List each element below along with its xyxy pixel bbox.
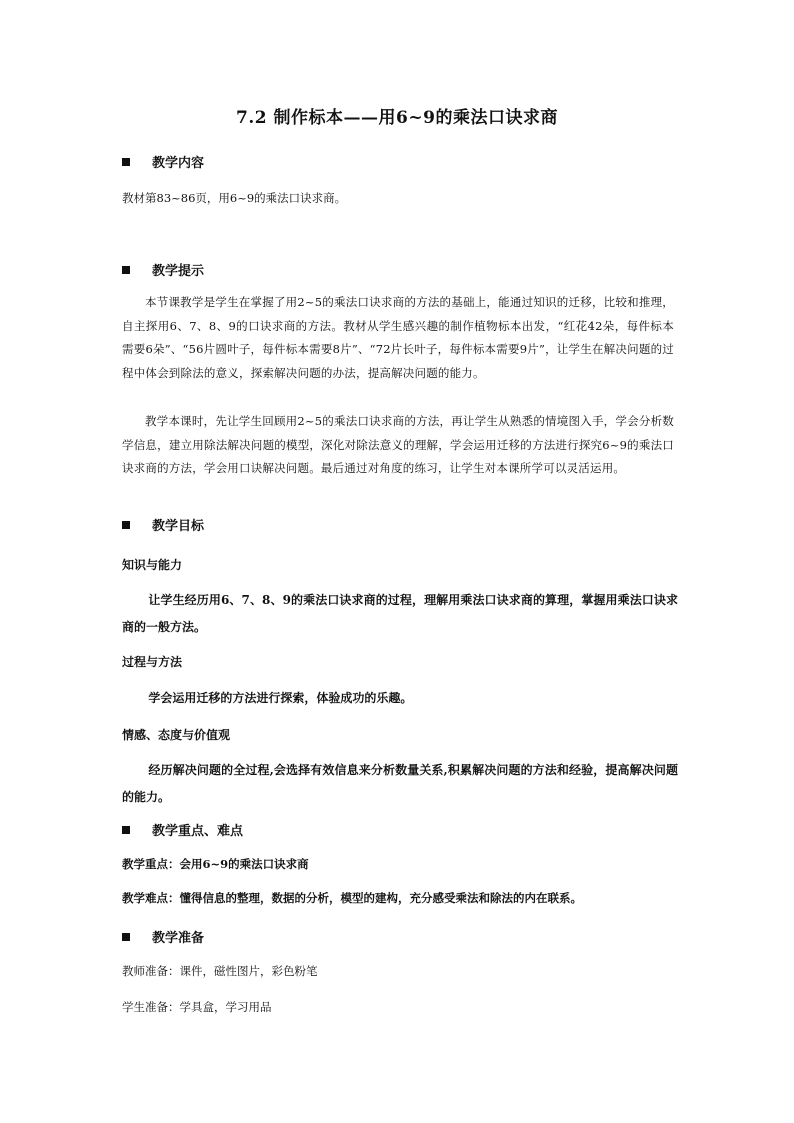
emotion-text: 经历解决问题的全过程,会选择有效信息来分析数量关系,积累解决问题的方法和经验，提高解决问题的能力。 [122,763,679,804]
section-heading-keypoints [122,820,243,839]
process-subheading: 过程与方法 [122,655,183,669]
square-bullet-icon [122,933,130,941]
section-heading-prep [122,927,204,946]
section-heading-label: 教学重点、难点 [152,824,244,839]
knowledge-subheading: 知识与能力 [122,558,183,572]
content-text: 教材第83~86页，用6~9的乘法口诀求商。 [122,191,347,205]
teacher-prep-text: 教师准备：课件，磁性图片，彩色粉笔 [122,964,318,978]
square-bullet-icon [122,158,130,166]
difficult-point-text: 教学难点：懂得信息的整理，数据的分析，模型的建构，充分感受乘法和除法的内在联系。 [122,891,582,905]
section-heading-label: 教学目标 [152,519,205,534]
section-heading-label: 教学准备 [152,931,205,946]
student-prep-text: 学生准备：学具盒，学习用品 [122,1000,272,1014]
square-bullet-icon [122,521,130,529]
section-heading-label: 教学提示 [152,264,205,279]
section-heading-goals [122,515,204,534]
page-title: 7.2 制作标本——用6~9的乘法口诀求商 [236,108,558,128]
square-bullet-icon [122,266,130,274]
emotion-subheading: 情感、态度与价值观 [122,728,231,742]
square-bullet-icon [122,826,130,834]
key-point-text: 教学重点：会用6~9的乘法口诀求商 [122,857,309,871]
hints-paragraph-1: 本节课教学是学生在掌握了用2~5的乘法口诀求商的方法的基础上，能通过知识的迁移，比较和推理，自主探用6、7、8、9的口诀求商的方法。教材从学生感兴趣的制作植物标本出发，“红花42朵，每件标本需要6朵”、“56片圆叶子，每件标本需要8片”、“72片长叶子，每件标本需要9片”，让学生在解决问题的过程中体会到除法的意义，探索解决问题的办法，提高解决问题的能力。 [122,295,674,380]
section-heading-content [122,152,204,171]
hints-paragraph-2: 教学本课时，先让学生回顾用2~5的乘法口诀求商的方法，再让学生从熟悉的情境图入手，学会分析数学信息，建立用除法解决问题的模型，深化对除法意义的理解，学会运用迁移的方法进行探究6~9的乘法口诀求商的方法，学会用口诀解决问题。最后通过对角度的练习，让学生对本课所学可以灵活运用。 [122,414,674,476]
knowledge-text: 让学生经历用6、7、8、9的乘法口诀求商的过程，理解用乘法口诀求商的算理，掌握用乘法口诀求商的一般方法。 [122,593,678,634]
section-heading-label: 教学内容 [152,156,205,171]
section-heading-hints [122,260,204,279]
process-text: 学会运用迁移的方法进行探索，体验成功的乐趣。 [148,691,413,705]
